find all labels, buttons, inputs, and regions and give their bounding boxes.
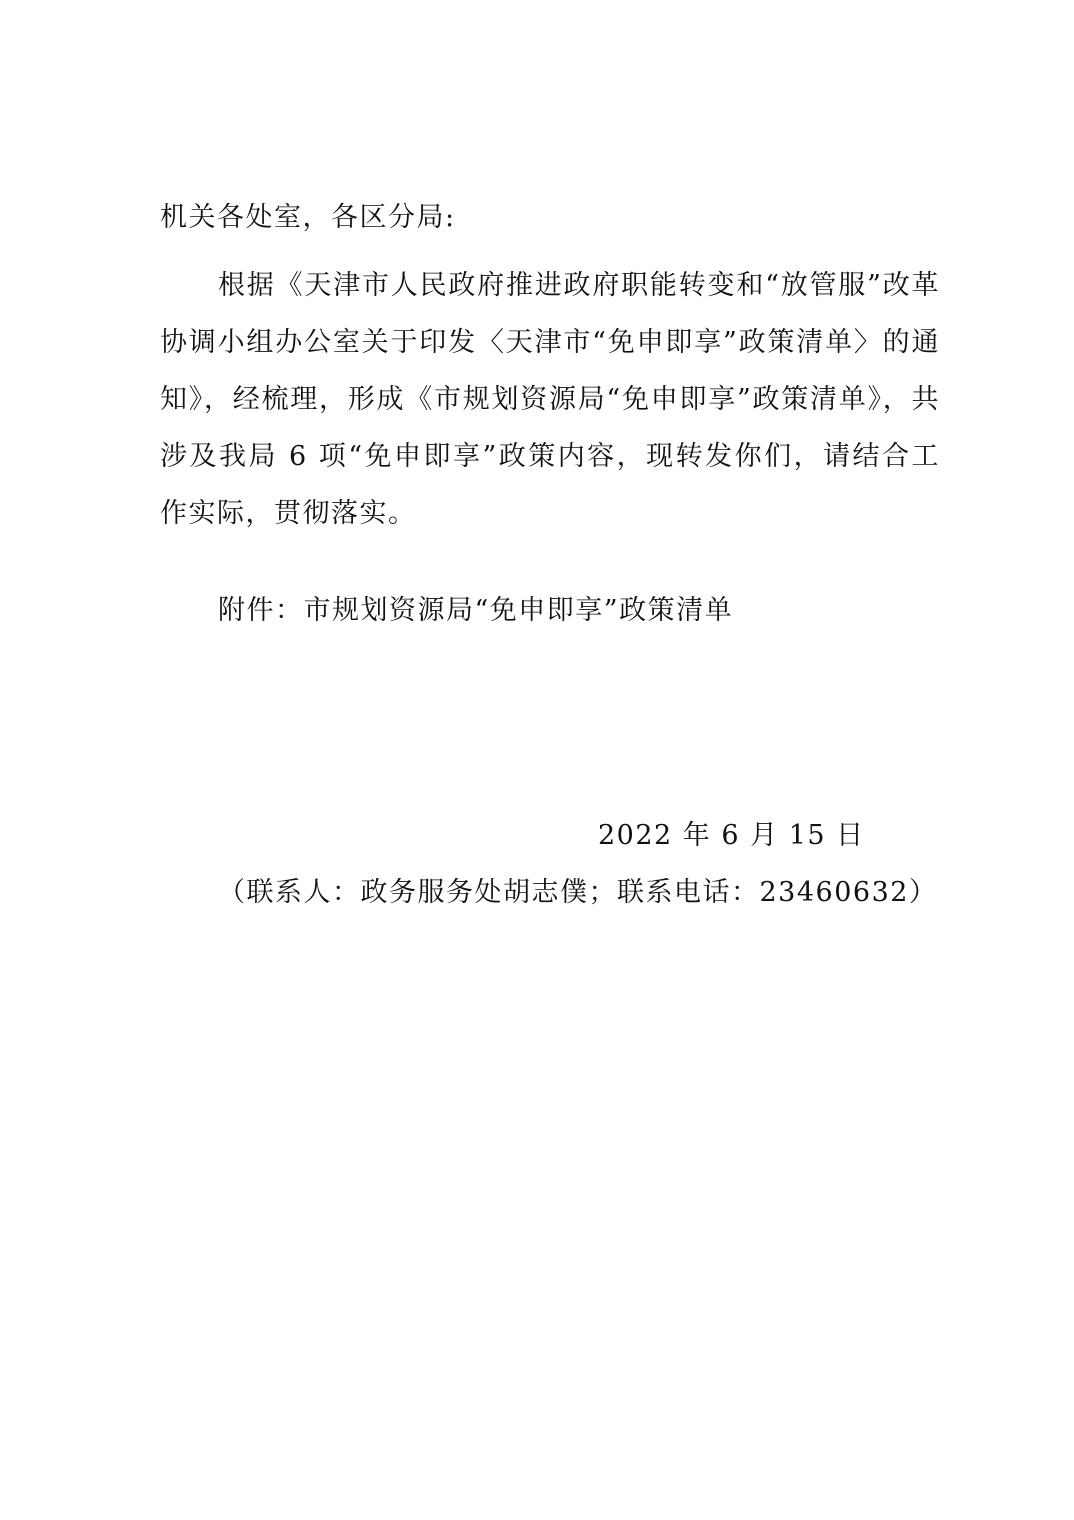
body-paragraph: 根据《天津市人民政府推进政府职能转变和“放管服”改革协调小组办公室关于印发〈天津市“免申即享”政策清单〉的通知》，经梳理，形成《市规划资源局“免申即享”政策清单》，共涉及我局 6 项“免申即享”政策内容，现转发你们，请结合工作实际，贯彻落实。 (160, 270, 940, 529)
salutation: 机关各处室，各区分局: (160, 202, 456, 233)
attachment-line: 附件：市规划资源局“免申即享”政策清单 (218, 595, 734, 626)
document-date: 2022 年 6 月 15 日 (598, 820, 865, 851)
contact-info: （联系人：政务服务处胡志僕；联系电话：23460632） (218, 877, 938, 908)
